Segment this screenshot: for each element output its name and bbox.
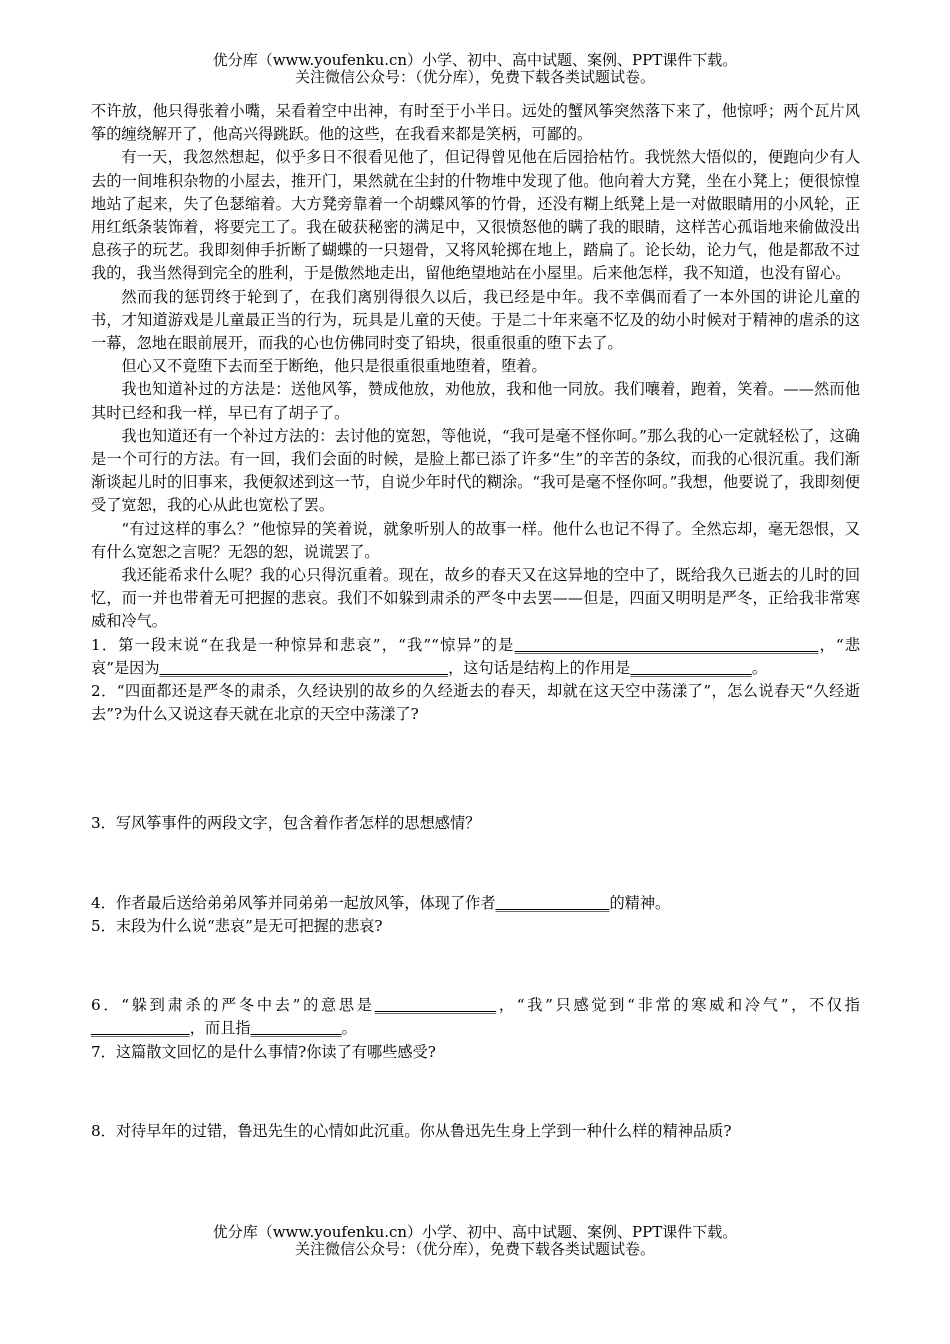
question-2: 2．“四面都还是严冬的肃杀，久经诀别的故乡的久经逝去的春天，却就在这天空中荡漾了”，怎么说春天“久经逝去”?为什么又说这春天就在北京的天空中荡漾了? [91, 682, 860, 724]
answer-blank[interactable]: ____________ [250, 1019, 342, 1038]
passage-paragraph: 不许放，他只得张着小嘴，呆看着空中出神，有时至于小半日。远处的蟹风筝突然落下来了，他惊呼；两个瓦片风筝的缠绕解开了，他高兴得跳跃。他的这些，在我看来都是笑柄，可鄙的。 [91, 102, 860, 144]
question-3: 3．写风筝事件的两段文字，包含着作者怎样的思想感情？ [91, 814, 481, 833]
answer-blank[interactable]: ________________________________________ [514, 635, 819, 654]
header-line-2: 关注微信公众号：（优分库），免费下载各类试题试卷。 [294, 68, 655, 86]
question-1-text: ，“悲哀”是因为 [91, 635, 861, 677]
page-footer [0, 1224, 950, 1258]
answer-space[interactable] [91, 938, 860, 994]
footer-line-2: 关注微信公众号：（优分库），免费下载各类试题试卷。 [294, 1240, 655, 1258]
answer-space[interactable] [91, 1064, 860, 1120]
question-1-text: 1．第一段末说“在我是一种惊异和悲哀”，“我”“惊异”的是 [91, 635, 515, 654]
passage-paragraph: “有过这样的事么？”他惊异的笑着说，就象听别人的故事一样。他什么也记不得了。全然忘却，毫无怨恨，又有什么宽恕之言呢？无怨的恕，说谎罢了。 [91, 519, 860, 561]
answer-blank[interactable]: ________________ [374, 996, 497, 1015]
page-header [0, 52, 950, 86]
footer-line-1: 优分库（www.youfenku.cn）小学、初中、高中试题、案例、PPT课件下载。 [212, 1223, 738, 1241]
passage-paragraph: 我也知道补过的方法是：送他风筝，赞成他放，劝他放，我和他一同放。我们嚷着，跑着，笑着。——然而他其时已经和我一样，早已有了胡子了。 [91, 380, 860, 422]
question-1-text: 。 [751, 658, 768, 677]
question-5: 5．末段为什么说“悲哀”是无可把握的悲哀? [91, 916, 383, 935]
question-7: 7．这篇散文回忆的是什么事情?你读了有哪些感受? [91, 1042, 436, 1061]
answer-space[interactable] [91, 836, 860, 892]
question-4 [91, 892, 860, 915]
passage-paragraph: 我也知道还有一个补过方法的：去讨他的宽恕，等他说，“我可是毫不怪你呵。”那么我的心一定就轻松了，这确是一个可行的方法。有一回，我们会面的时候，是脸上都已添了许多“生”的辛苦的条纹，而我的心很沉重。我们渐渐谈起儿时的旧事来，我便叙述到这一节，自说少年时代的糊涂。“我可是毫不怪你呵。”我想，他要说了，我即刻便受了宽恕，我的心从此也宽松了罢。 [91, 426, 860, 515]
question-4-text: 4．作者最后送给弟弟风筝并同弟弟一起放风筝，体现了作者 [91, 893, 496, 912]
answer-blank[interactable]: _____________ [91, 1019, 190, 1038]
answer-blank[interactable]: _______________ [495, 893, 610, 912]
question-6-text: ，“我”只感觉到“非常的寒威和冷气”，不仅指 [496, 996, 860, 1015]
passage-paragraph: 有一天，我忽然想起，似乎多日不很看见他了，但记得曾见他在后园拾枯竹。我恍然大悟似的，便跑向少有人去的一间堆积杂物的小屋去，推开门，果然就在尘封的什物堆中发现了他。他向着大方凳，坐在小凳上；便很惊惶地站了起来，失了色瑟缩着。大方凳旁靠着一个胡蝶风筝的竹骨，还没有糊上纸凳上是一对做眼睛用的小风轮，正用红纸条装饰着，将要完工了。我在破获秘密的满足中，又很愤怒他的瞒了我的眼睛，这样苦心孤诣地来偷做没出息孩子的玩艺。我即刻伸手折断了蝴蝶的一只翅骨，又将风轮掷在地上，踏扁了。论长幼，论力气，他是都敌不过我的，我当然得到完全的胜利，于是傲然地走出，留他绝望地站在小屋里。后来他怎样，我不知道，也没有留心。 [91, 148, 860, 283]
question-1-text: ，这句话是结构上的作用是 [448, 658, 631, 677]
answer-blank[interactable]: ________________ [630, 658, 752, 677]
answer-space[interactable] [91, 726, 860, 812]
passage-paragraph: 然而我的惩罚终于轮到了，在我们离别得很久以后，我已经是中年。我不幸偶而看了一本外国的讲论儿童的书，才知道游戏是儿童最正当的行为，玩具是儿童的天使。于是二十年来毫不忆及的幼小时候对于精神的虐杀的这一幕，忽地在眼前展开，而我的心也仿佛同时变了铅块，很重很重的堕下去了。 [91, 287, 860, 353]
question-8: 8．对待早年的过错，鲁迅先生的心情如此沉重。你从鲁迅先生身上学到一种什么样的精神品质? [91, 1121, 732, 1140]
question-4-text: 的精神。 [609, 893, 671, 912]
question-6 [91, 994, 860, 1040]
answer-blank[interactable]: ______________________________________ [159, 658, 449, 677]
question-1 [91, 634, 860, 680]
passage-paragraph: 但心又不竟堕下去而至于断绝，他只是很重很重地堕着，堕着。 [121, 357, 547, 376]
question-6-text: ，而且指 [189, 1019, 251, 1038]
document-body [91, 100, 860, 1143]
question-6-text: 6．“躲到肃杀的严冬中去”的意思是 [91, 996, 375, 1015]
question-6-text: 。 [341, 1019, 357, 1038]
passage-paragraph: 我还能希求什么呢？我的心只得沉重着。现在，故乡的春天又在这异地的空中了，既给我久已逝去的儿时的回忆，而一并也带着无可把握的悲哀。我们不如躲到肃杀的严冬中去罢——但是，四面又明明是严冬，正给我非常寒威和冷气。 [91, 566, 860, 631]
header-line-1: 优分库（www.youfenku.cn）小学、初中、高中试题、案例、PPT课件下载。 [212, 51, 738, 69]
